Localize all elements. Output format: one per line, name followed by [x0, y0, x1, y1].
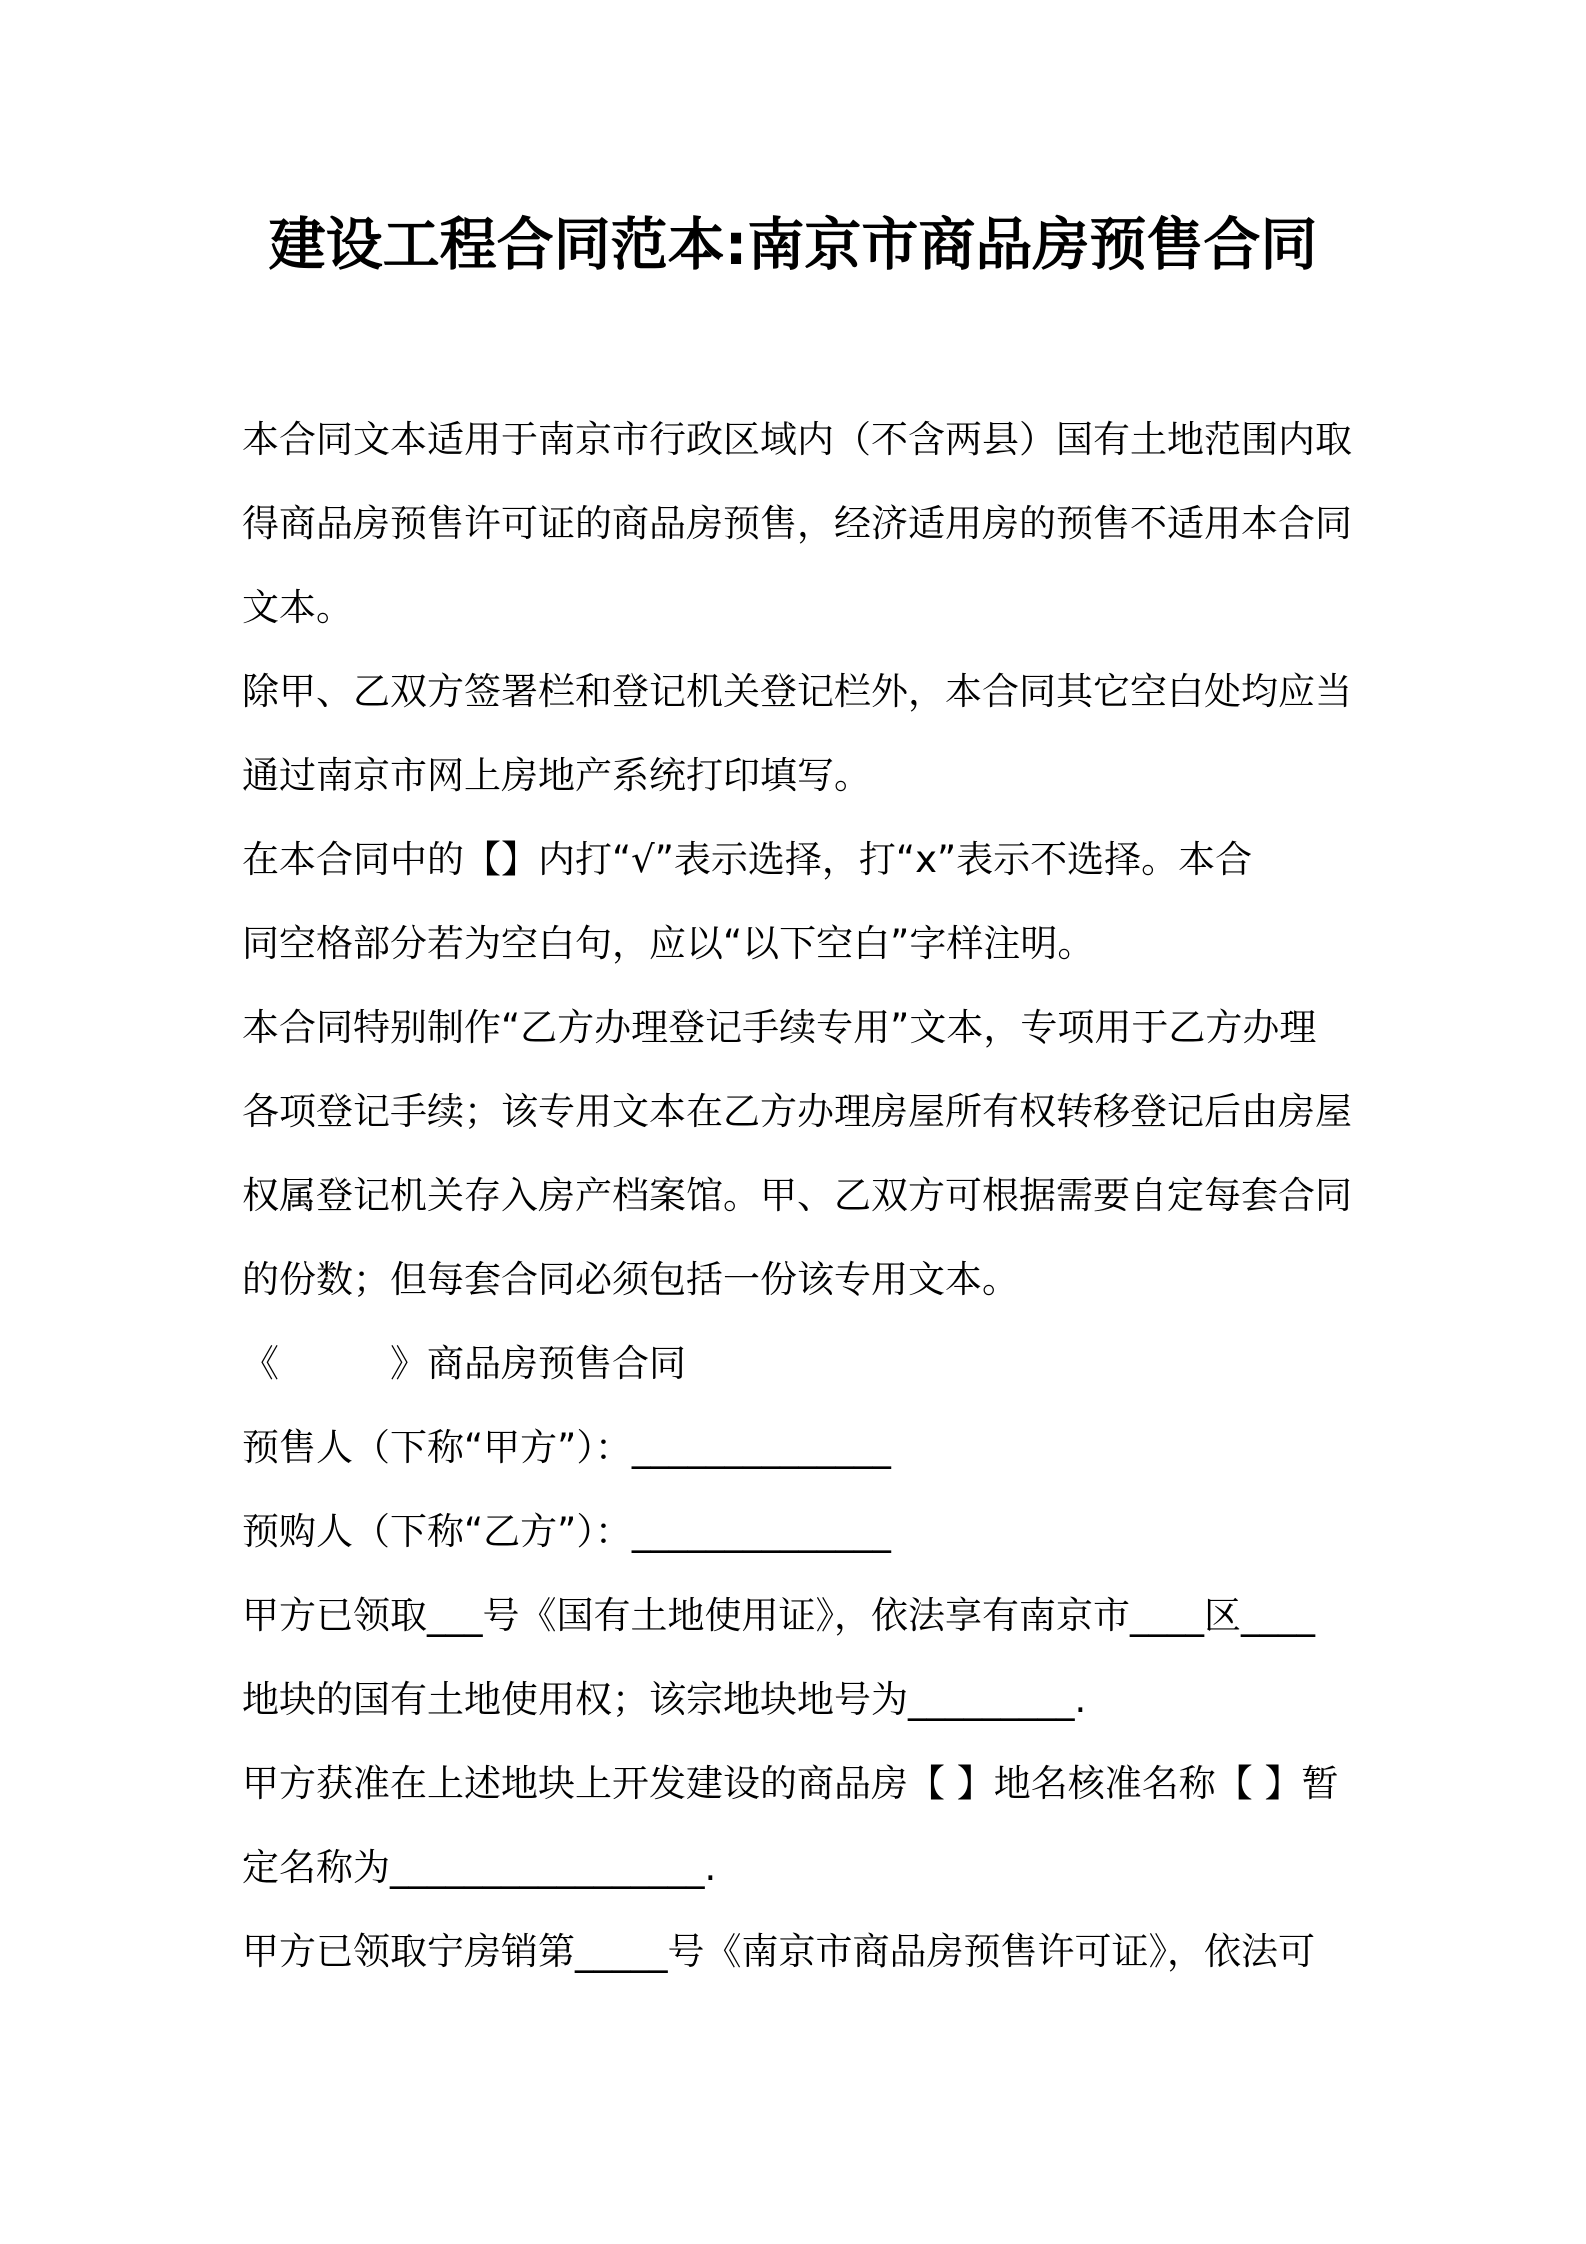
body-line: 文本。 [242, 586, 353, 629]
body-line: 各项登记手续；该专用文本在乙方办理房屋所有权转移登记后由房屋 [242, 1090, 1352, 1133]
body-line: 除甲、乙双方签署栏和登记机关登记栏外，本合同其它空白处均应当 [242, 670, 1352, 713]
document-title: 建设工程合同范本:南京市商品房预售合同 [268, 212, 1318, 278]
body-line: 同空格部分若为空白句，应以“以下空白”字样注明。 [242, 922, 1095, 965]
body-line: 得商品房预售许可证的商品房预售，经济适用房的预售不适用本合同 [242, 502, 1352, 545]
body-line: 通过南京市网上房地产系统打印填写。 [242, 754, 871, 797]
body-line: 本合同文本适用于南京市行政区域内（不含两县）国有土地范围内取 [242, 418, 1352, 461]
buyer-line: 预购人（下称“乙方”）：______________ [242, 1510, 891, 1553]
body-line: 权属登记机关存入房产档案馆。甲、乙双方可根据需要自定每套合同 [242, 1174, 1352, 1217]
body-line: 本合同特别制作“乙方办理登记手续专用”文本，专项用于乙方办理 [242, 1006, 1317, 1049]
document-body [242, 398, 1362, 1994]
body-line: 定名称为_________________. [242, 1846, 717, 1889]
body-line: 地块的国有土地使用权；该宗地块地号为_________. [242, 1678, 1087, 1721]
body-line: 甲方已领取___号《国有土地使用证》，依法享有南京市____区____ [242, 1594, 1315, 1637]
body-line: 甲方已领取宁房销第_____号《南京市商品房预售许可证》，依法可 [242, 1930, 1315, 1973]
body-line: 在本合同中的【】内打“√”表示选择，打“x”表示不选择。本合 [242, 838, 1253, 881]
contract-heading-line: 《 》商品房预售合同 [242, 1342, 686, 1385]
body-line: 甲方获准在上述地块上开发建设的商品房【 】地名核准名称【 】暂 [242, 1762, 1339, 1805]
seller-line: 预售人（下称“甲方”）：______________ [242, 1426, 891, 1469]
body-line: 的份数；但每套合同必须包括一份该专用文本。 [242, 1258, 1019, 1301]
